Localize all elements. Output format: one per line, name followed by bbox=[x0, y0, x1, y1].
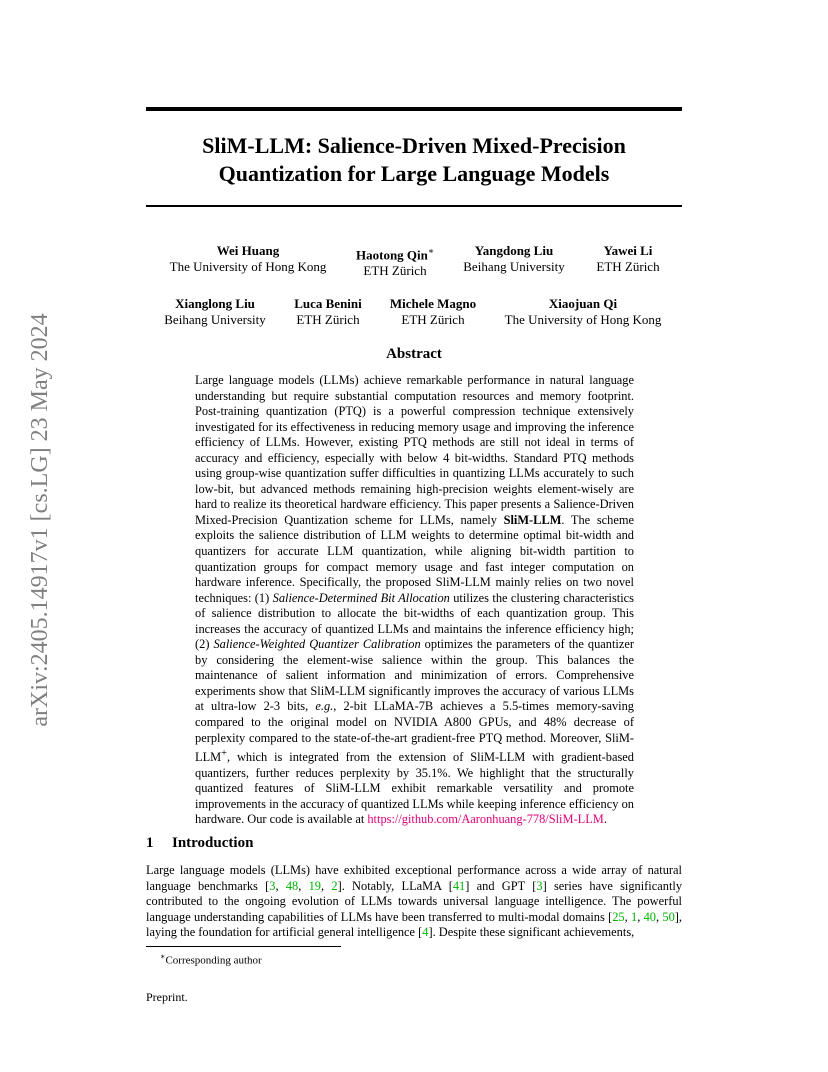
author-block bbox=[167, 243, 329, 275]
author-block bbox=[160, 296, 270, 328]
author-affiliation: Beihang University bbox=[463, 259, 565, 274]
author-block bbox=[350, 243, 440, 279]
author-affiliation: ETH Zürich bbox=[596, 259, 660, 274]
footnote-rule bbox=[146, 946, 341, 947]
author-name: Yawei Li bbox=[603, 243, 653, 258]
author-name: Haotong Qin∗ bbox=[356, 246, 434, 263]
footnote-text: Corresponding author bbox=[165, 954, 262, 967]
citation-link[interactable]: 50 bbox=[662, 909, 675, 924]
author-affiliation: ETH Zürich bbox=[363, 263, 427, 279]
author-affiliation: Beihang University bbox=[164, 312, 266, 327]
citation-link[interactable]: 25 bbox=[612, 909, 625, 924]
citation-link[interactable]: 4 bbox=[422, 925, 429, 940]
section-number: 1 bbox=[146, 835, 154, 851]
technique-1: Salience-Determined Bit Allocation bbox=[272, 590, 450, 605]
author-name: Wei Huang bbox=[216, 243, 280, 258]
author-affiliation: ETH Zürich bbox=[401, 312, 465, 327]
abstract-body: Large language models (LLMs) achieve remarkable performance in natural language understanding but require substantial computation resources and memory footprint. Post-training quantization (PTQ) is a powerful compression technique extensively investigated for its effectiveness in reducing memory usage and improving the inference efficiency of LLMs. However, existing PTQ methods are still not ideal in terms of accuracy and efficiency, especially with below 4 bit-widths. Standard PTQ methods using group-wise quantization suffer difficulties in quantizing LLMs accurately to such low-bit, but advanced methods remaining high-precision weights element-wisely are hard to realize its theoretical hardware efficiency. This paper presents a Salience-Driven Mixed-Precision Quantization scheme for LLMs, namely SliM-LLM. The scheme exploits the salience distribution of LLM weights to determine optimal bit-width and quantizers for accurate LLM quantization, while aligning bit-width partition to quantization groups for compact memory usage and fast integer computation on hardware inference. Specifically, the proposed SliM-LLM mainly relies on two novel techniques: (1) Salience-Determined Bit Allocation utilizes the clustering characteristics of salience distribution to allocate the bit-widths of each quantization group. This increases the accuracy of quantized LLMs and maintains the inference efficiency high; (2) Salience-Weighted Quantizer Calibration optimizes the parameters of the quantizer by considering the element-wise salience within the group. This balances the maintenance of salient information and minimization of errors. Comprehensive experiments show that SliM-LLM significantly improves the accuracy of various LLMs at ultra-low 2-3 bits, e.g., 2-bit LLaMA-7B achieves a 5.5-times memory-saving compared to the original model on NVIDIA A800 GPUs, and 48% decrease of perplexity compared to the state-of-the-art gradient-free PTQ method. Moreover, SliM-LLM+, which is integrated from the extension of SliM-LLM with gradient-based quantizers, further reduces perplexity by 35.1%. We highlight that the structurally quantized features of SliM-LLM exhibit remarkable versatility and promote improvements in the accuracy of quantized LLMs while keeping inference efficiency on hardware. Our code is available at https://github.com/Aaronhuang-778/SliM-LLM. bbox=[195, 373, 634, 827]
citation-link[interactable]: 3 bbox=[269, 878, 276, 893]
title-bottom-rule bbox=[146, 205, 682, 207]
author-block bbox=[286, 296, 370, 328]
technique-2: Salience-Weighted Quantizer Calibration bbox=[213, 637, 421, 652]
author-affiliation: The University of Hong Kong bbox=[504, 312, 662, 327]
citation-link[interactable]: 2 bbox=[331, 878, 338, 893]
author-block bbox=[588, 243, 668, 275]
method-name: SliM-LLM bbox=[503, 512, 562, 527]
author-affiliation: ETH Zürich bbox=[296, 312, 360, 327]
code-link[interactable]: https://github.com/Aaronhuang-778/SliM-LLM bbox=[367, 812, 604, 827]
abstract-heading: Abstract bbox=[386, 346, 442, 362]
introduction-body: Large language models (LLMs) have exhibited exceptional performance across a wide array of natural language benchmarks [3, 48, 19, 2]. Notably, LLaMA [41] and GPT [3] series have significantly contributed to the ongoing evolution of LLMs towards universal language intelligence. The powerful language understanding capabilities of LLMs have been transferred to multi-modal domains [25, 1, 40, 50], laying the foundation for artificial general intelligence [4]. Despite these significant achievements, bbox=[146, 863, 683, 940]
title-line: Quantization for Large Language Models bbox=[218, 161, 610, 186]
corresponding-mark: ∗ bbox=[427, 246, 434, 256]
citation-link[interactable]: 41 bbox=[452, 878, 466, 893]
arxiv-identifier: arXiv:2405.14917v1 [cs.LG] 23 May 2024 bbox=[27, 313, 53, 727]
title-line: SliM-LLM: Salience-Driven Mixed-Precision bbox=[202, 133, 626, 158]
citation-link[interactable]: 19 bbox=[308, 878, 321, 893]
author-name: Xianglong Liu bbox=[175, 296, 255, 311]
citation-link[interactable]: 48 bbox=[285, 878, 299, 893]
author-name: Xiaojuan Qi bbox=[548, 296, 618, 311]
footnote bbox=[160, 950, 262, 968]
citation-link[interactable]: 1 bbox=[631, 909, 638, 924]
author-block bbox=[497, 296, 669, 328]
preprint-label: Preprint. bbox=[146, 990, 188, 1004]
paper-title bbox=[146, 132, 682, 188]
citation-link[interactable]: 40 bbox=[643, 909, 656, 924]
author-block bbox=[456, 243, 572, 275]
footnote-mark: ∗ bbox=[160, 952, 166, 961]
author-name: Yangdong Liu bbox=[474, 243, 554, 258]
section-title: Introduction bbox=[172, 835, 254, 851]
citation-link[interactable]: 3 bbox=[536, 878, 543, 893]
author-block bbox=[383, 296, 483, 328]
section-heading bbox=[146, 834, 253, 852]
title-top-rule bbox=[146, 107, 682, 111]
author-affiliation: The University of Hong Kong bbox=[169, 259, 327, 274]
author-name: Michele Magno bbox=[389, 296, 477, 311]
author-name: Luca Benini bbox=[294, 296, 362, 311]
